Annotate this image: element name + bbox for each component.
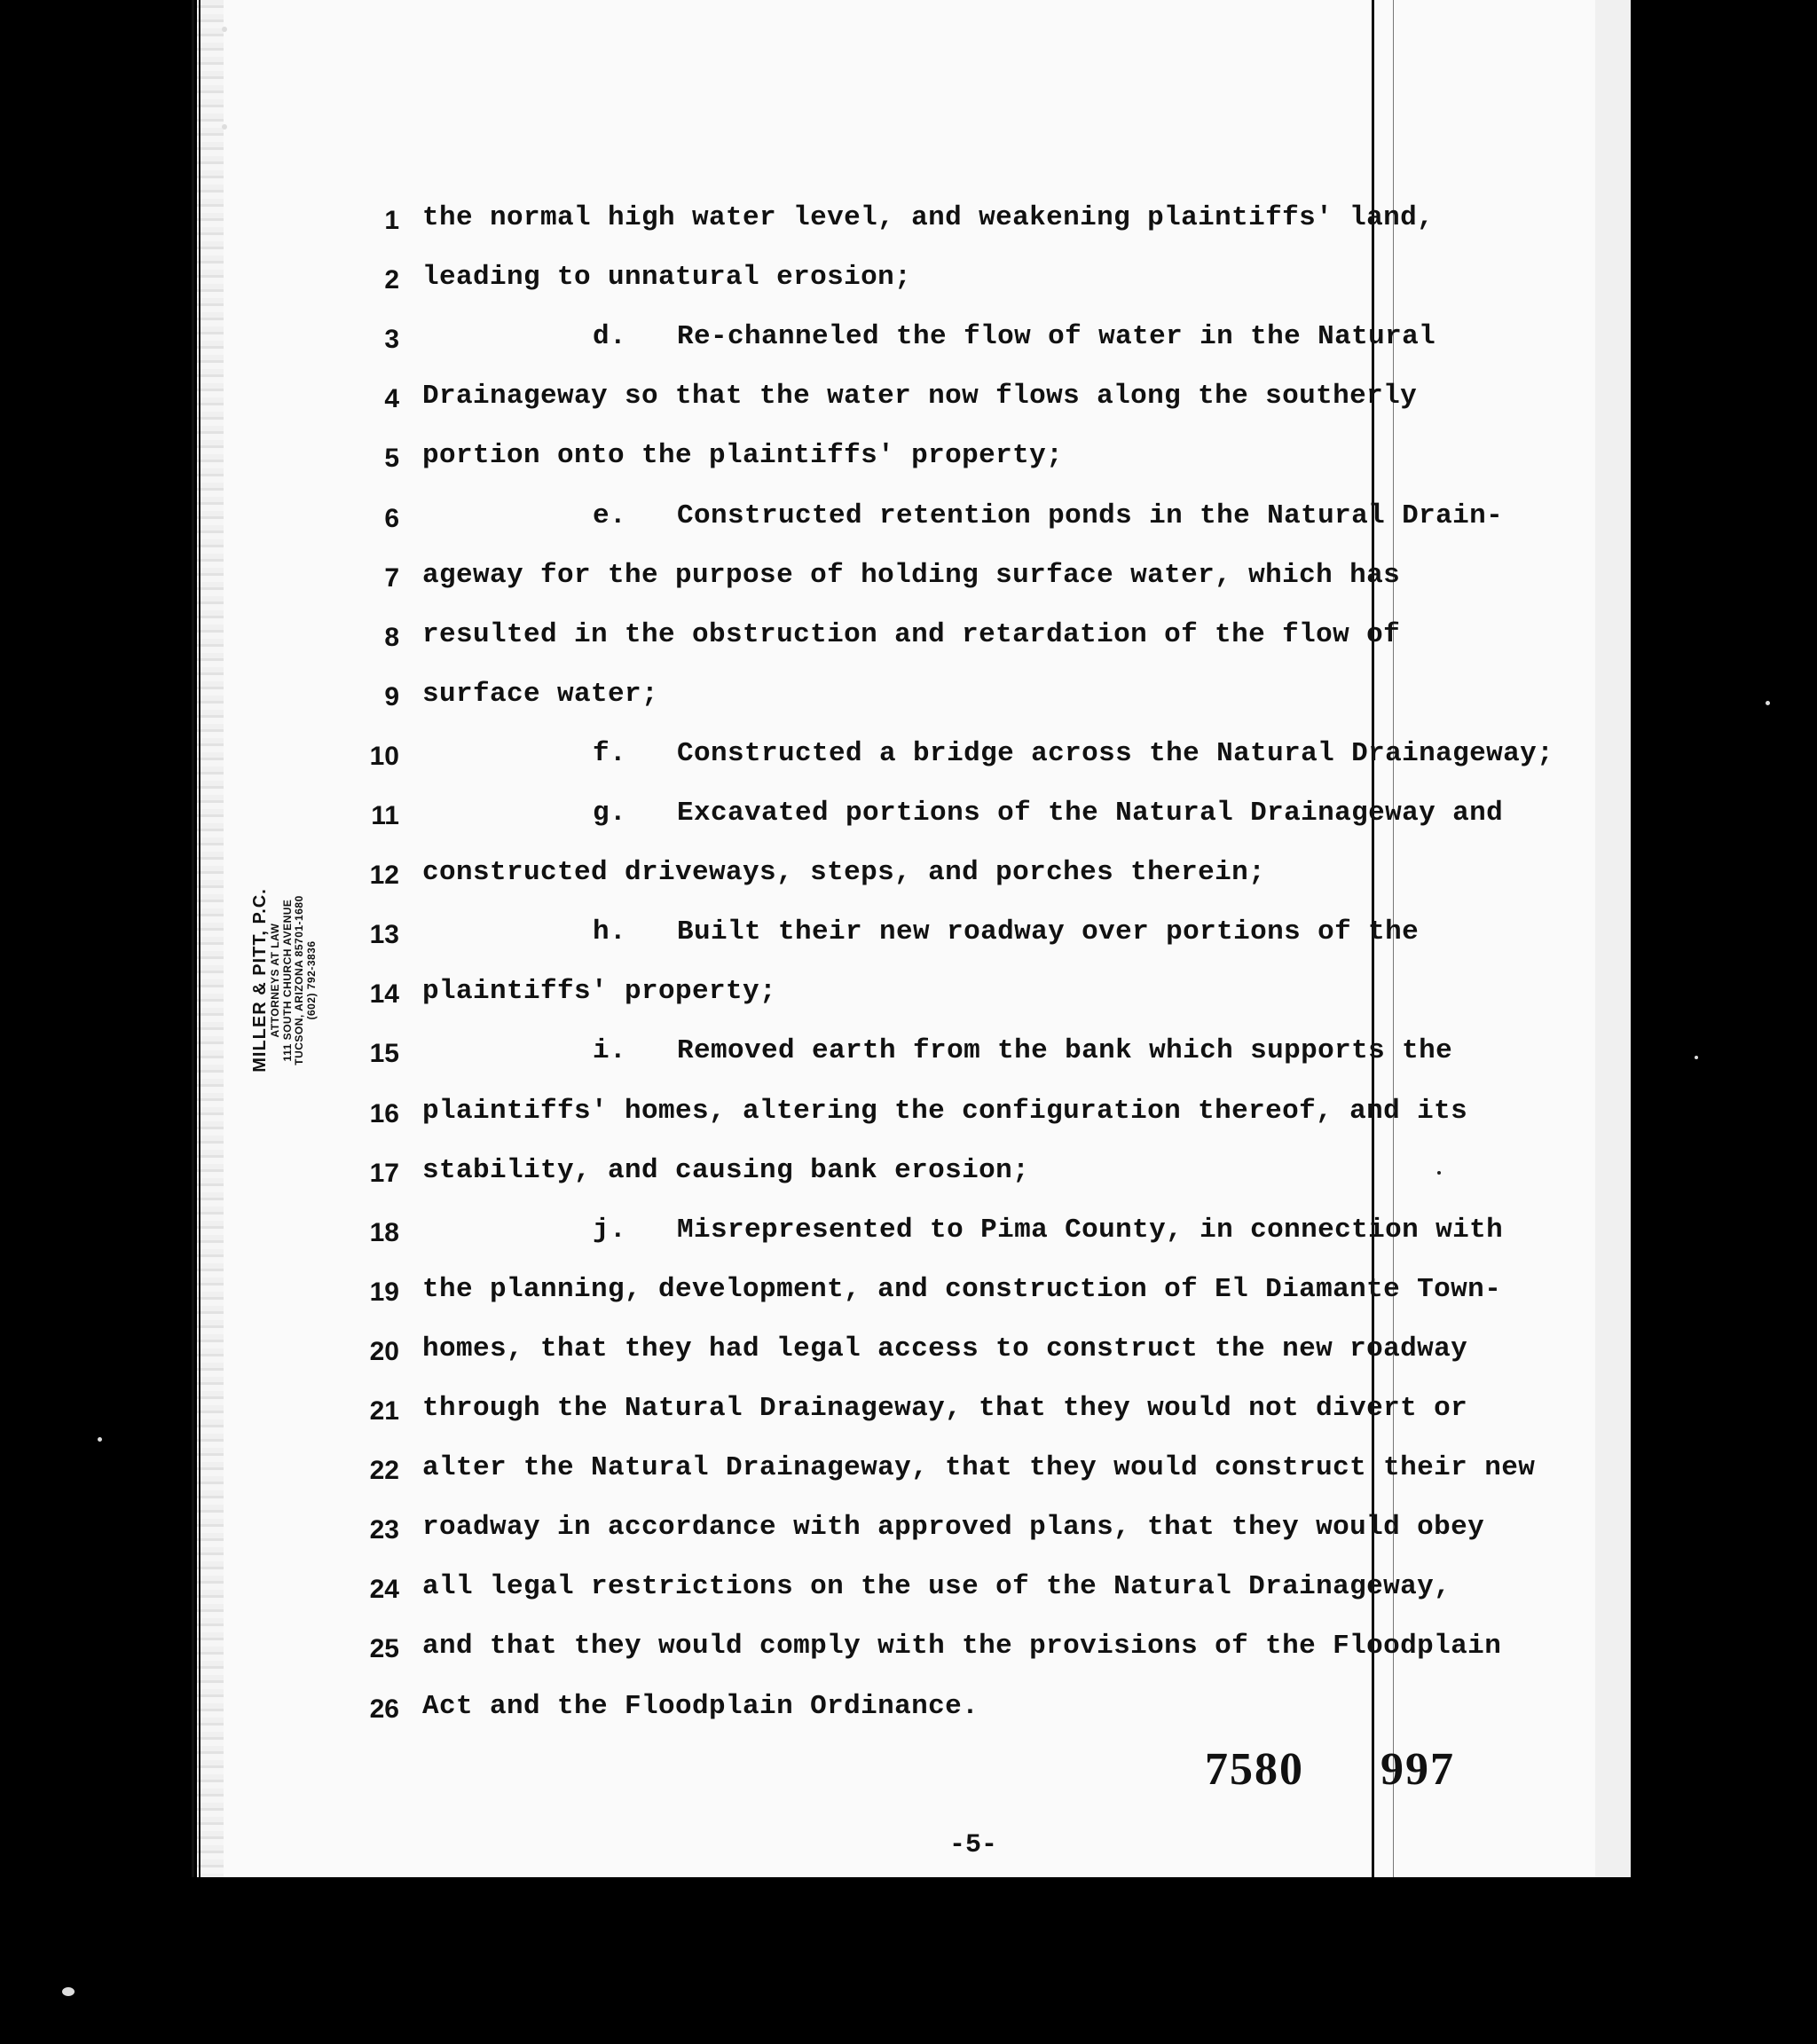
- body-text-line: j. Misrepresented to Pima County, in connection with: [593, 1214, 1504, 1246]
- body-text-line: ageway for the purpose of holding surface water, which has: [422, 559, 1401, 591]
- line-number: 18: [369, 1217, 399, 1247]
- line-number: 15: [369, 1039, 399, 1069]
- scan-speck: [98, 1437, 102, 1442]
- line-number: 12: [369, 861, 399, 891]
- line-number: 7: [384, 562, 399, 593]
- document-number-part1: 7580: [1205, 1744, 1304, 1795]
- body-text-line: the normal high water level, and weakening plaintiffs' land,: [422, 202, 1435, 233]
- scan-speck: [222, 27, 227, 32]
- line-number: 9: [384, 681, 399, 711]
- body-text-line: plaintiffs' homes, altering the configuration thereof, and its: [422, 1095, 1468, 1127]
- body-text-line: constructed driveways, steps, and porches therein;: [422, 857, 1266, 889]
- body-text-line: i. Removed earth from the bank which supports the: [593, 1035, 1453, 1067]
- body-text-line: portion onto the plaintiffs' property;: [422, 440, 1064, 472]
- body-text-line: resulted in the obstruction and retardation of the flow of: [422, 618, 1401, 650]
- line-number: 2: [384, 265, 399, 295]
- line-number: 1: [384, 206, 399, 235]
- body-text-line: all legal restrictions on the use of the Natural Drainageway,: [422, 1571, 1451, 1603]
- line-number: 22: [369, 1456, 399, 1486]
- body-text-line: Drainageway so that the water now flows along the southerly: [422, 381, 1418, 413]
- body-text-line: g. Excavated portions of the Natural Drainageway and: [593, 798, 1504, 829]
- body-text-line: leading to unnatural erosion;: [422, 262, 912, 294]
- body-text-line: through the Natural Drainageway, that they would not divert or: [422, 1393, 1468, 1424]
- line-number: 21: [369, 1396, 399, 1426]
- firm-name: MILLER & PITT, P.C.: [249, 888, 270, 1073]
- line-number: 20: [369, 1336, 399, 1366]
- scan-speck: [222, 124, 227, 130]
- line-number: 19: [369, 1277, 399, 1307]
- body-text-line: Act and the Floodplain Ordinance.: [422, 1690, 979, 1722]
- line-number: 24: [369, 1575, 399, 1605]
- line-number: 3: [384, 325, 399, 355]
- line-number: 8: [384, 622, 399, 652]
- body-text-line: alter the Natural Drainageway, that they would construct their new: [422, 1452, 1536, 1484]
- body-text-line: the planning, development, and construction of El Diamante Town-: [422, 1273, 1502, 1305]
- line-number: 23: [369, 1515, 399, 1545]
- scan-edge-left: [197, 0, 224, 1877]
- scan-speck: [1437, 1171, 1441, 1175]
- firm-phone: (602) 792-3836: [304, 940, 318, 1020]
- line-number: 14: [369, 979, 399, 1010]
- body-text-line: stability, and causing bank erosion;: [422, 1154, 1030, 1186]
- firm-street: 111 SOUTH CHURCH AVENUE: [280, 899, 294, 1062]
- margin-rule-left-inner: [199, 0, 201, 1877]
- line-number: 5: [384, 444, 399, 474]
- line-number: 25: [369, 1634, 399, 1664]
- line-number: 6: [384, 503, 399, 533]
- scan-speck: [1766, 701, 1770, 705]
- page-number: -5-: [949, 1830, 998, 1860]
- firm-city: TUCSON, ARIZONA 85701-1680: [293, 895, 306, 1065]
- body-text-line: homes, that they had legal access to construct the new roadway: [422, 1333, 1468, 1364]
- body-text-line: plaintiffs' property;: [422, 976, 777, 1008]
- body-text-line: e. Constructed retention ponds in the Natural Drain-: [593, 499, 1504, 531]
- line-number: 13: [369, 920, 399, 950]
- scan-speck: [62, 1987, 75, 1996]
- line-number: 4: [384, 384, 399, 414]
- line-number: 10: [369, 741, 399, 771]
- line-number: 11: [371, 801, 399, 830]
- firm-subtitle: ATTORNEYS AT LAW: [269, 923, 282, 1038]
- body-text-line: h. Built their new roadway over portions of the: [593, 916, 1420, 948]
- body-text-line: f. Constructed a bridge across the Natural Drainageway;: [593, 737, 1554, 769]
- line-number: 16: [369, 1098, 399, 1128]
- body-text-line: surface water;: [422, 678, 659, 710]
- line-number: 26: [369, 1694, 399, 1724]
- body-text-line: d. Re-channeled the flow of water in the Natural: [593, 321, 1436, 353]
- body-text-line: and that they would comply with the provisions of the Floodplain: [422, 1631, 1502, 1663]
- scan-speck: [1695, 1056, 1698, 1059]
- body-text-line: roadway in accordance with approved plans, that they would obey: [422, 1512, 1485, 1544]
- scan-edge-right: [1595, 0, 1631, 1877]
- margin-rule-left-outer: [192, 0, 194, 1877]
- document-number-part2: 997: [1380, 1744, 1455, 1795]
- line-number: 17: [369, 1158, 399, 1188]
